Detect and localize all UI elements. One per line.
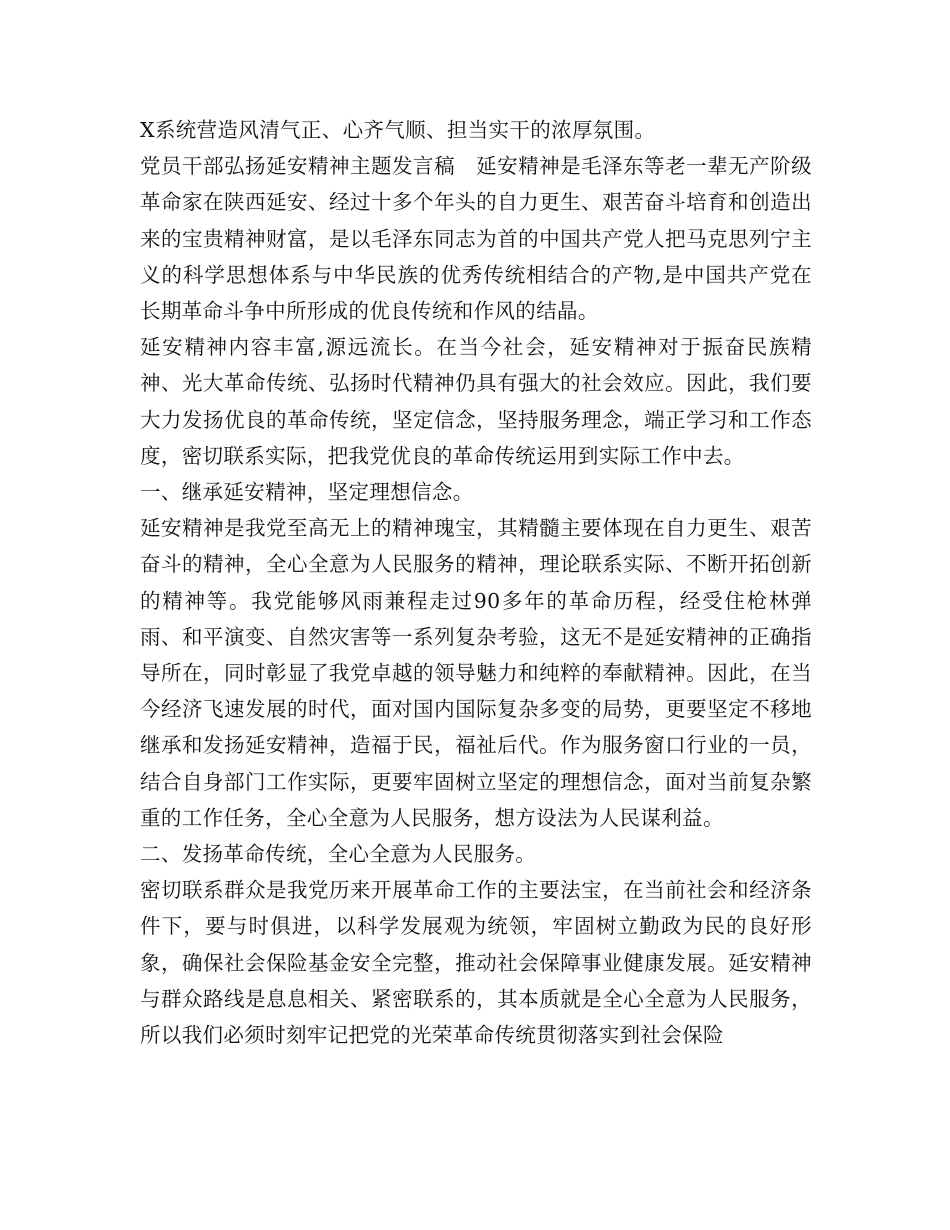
section-heading-2: 二、发扬革命传统，全心全意为人民服务。 [140,842,537,867]
paragraph-yanan-spirit: 延安精神内容丰富,源远流长。在当今社会，延安精神对于振奋民族精神、光大革命传统、弘扬时代精神仍具有强大的社会效应。因此，我们要大力发扬优良的革命传统，坚定信念，坚持服务理念，端正学习和工作态度，密切联系实际，把我党优良的革命传统运用到实际工作中去。 [140,335,812,468]
paragraph-section-2: 密切联系群众是我党历来开展革命工作的主要法宝，在当前社会和经济条件下，要与时俱进，以科学发展观为统领，牢固树立勤政为民的良好形象，确保社会保险基金安全完整，推动社会保障事业健康发展。延安精神与群众路线是息息相关、紧密联系的，其本质就是全心全意为人民服务，所以我们必须时刻牢记把党的光荣革命传统贯彻落实到社会保险 [140,878,812,1048]
document-page [140,112,812,1053]
section-heading-1: 一、继承延安精神，坚定理想信念。 [140,480,474,505]
paragraph-section-1: 延安精神是我党至高无上的精神瑰宝，其精髓主要体现在自力更生、艰苦奋斗的精神，全心全意为人民服务的精神，理论联系实际、不断开拓创新的精神等。我党能够风雨兼程走过90多年的革命历程，经受住枪林弹雨、和平演变、自然灾害等一系列复杂考验，这无不是延安精神的正确指导所在，同时彰显了我党卓越的领导魅力和纯粹的奉献精神。因此，在当今经济飞速发展的时代，面对国内国际复杂多变的局势，更要坚定不移地继承和发扬延安精神，造福于民，福祉后代。作为服务窗口行业的一员，结合自身部门工作实际，更要牢固树立坚定的理想信念，面对当前复杂繁重的工作任务，全心全意为人民服务，想方设法为人民谋利益。 [140,516,812,830]
paragraph-intro-line: X系统营造风清气正、心齐气顺、担当实干的浓厚氛围。 [140,118,656,142]
paragraph-speech-title: 党员干部弘扬延安精神主题发言稿 延安精神是毛泽东等老一辈无产阶级革命家在陕西延安、经过十多个年头的自力更生、艰苦奋斗培育和创造出来的宝贵精神财富，是以毛泽东同志为首的中国共产党人把马克思列宁主义的科学思想体系与中华民族的优秀传统相结合的产物,是中国共产党在长期革命斗争中所形成的优良传统和作风的结晶。 [140,154,812,324]
